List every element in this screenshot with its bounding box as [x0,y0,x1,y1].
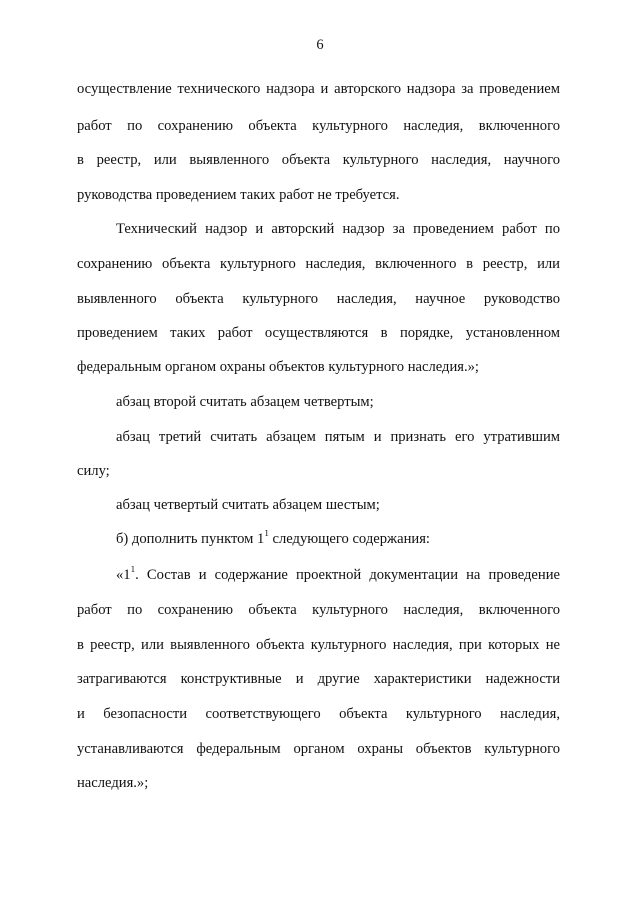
paragraph-4-line-2: силу; [77,463,110,479]
paragraph-2-line-1: Технический надзор и авторский надзор за проведением работ по [116,221,560,237]
paragraph-1-line-2: работ по сохранению объекта культурного наследия, включенного [77,118,560,134]
page-number: 6 [316,37,324,53]
paragraph-7-line-1 [116,566,560,584]
paragraph-6-line-1 [116,530,560,548]
paragraph-2-line-3: выявленного объекта культурного наследия, научное руководство [77,291,560,307]
paragraph-7-superscript: 1 [130,566,136,575]
paragraph-1-line-3: в реестр, или выявленного объекта культурного наследия, научного [77,152,560,168]
paragraph-7-line-6: устанавливаются федеральным органом охраны объектов культурного [77,741,560,757]
paragraph-7-line-5: и безопасности соответствующего объекта культурного наследия, [77,706,560,722]
paragraph-7-text-before-superscript: «1 [116,567,131,583]
paragraph-5-line-1: абзац четвертый считать абзацем шестым; [116,497,380,513]
paragraph-3-line-1: абзац второй считать абзацем четвертым; [116,394,374,410]
paragraph-4-line-1: абзац третий считать абзацем пятым и признать его утратившим [116,429,560,445]
paragraph-1-line-4: руководства проведением таких работ не требуется. [77,187,400,203]
paragraph-7-text-after-superscript: . Состав и содержание проектной документации на проведение [135,567,560,583]
paragraph-2-line-2: сохранению объекта культурного наследия, включенного в реестр, или [77,256,560,272]
paragraph-7-line-4: затрагиваются конструктивные и другие характеристики надежности [77,671,560,687]
paragraph-2-line-4: проведением таких работ осуществляются в порядке, установленном [77,325,560,341]
paragraph-7-line-2: работ по сохранению объекта культурного наследия, включенного [77,602,560,618]
paragraph-2-line-5: федеральным органом охраны объектов культурного наследия.»; [77,359,479,375]
paragraph-6-text-after-superscript: следующего содержания: [268,531,430,547]
paragraph-7-line-7: наследия.»; [77,775,149,791]
paragraph-6-superscript: 1 [264,530,269,539]
paragraph-1-line-1: осуществление технического надзора и авторского надзора за проведением [77,81,560,97]
paragraph-7-line-3: в реестр, или выявленного объекта культурного наследия, при которых не [77,637,560,653]
paragraph-6-text-before-superscript: б) дополнить пунктом 1 [116,531,265,547]
